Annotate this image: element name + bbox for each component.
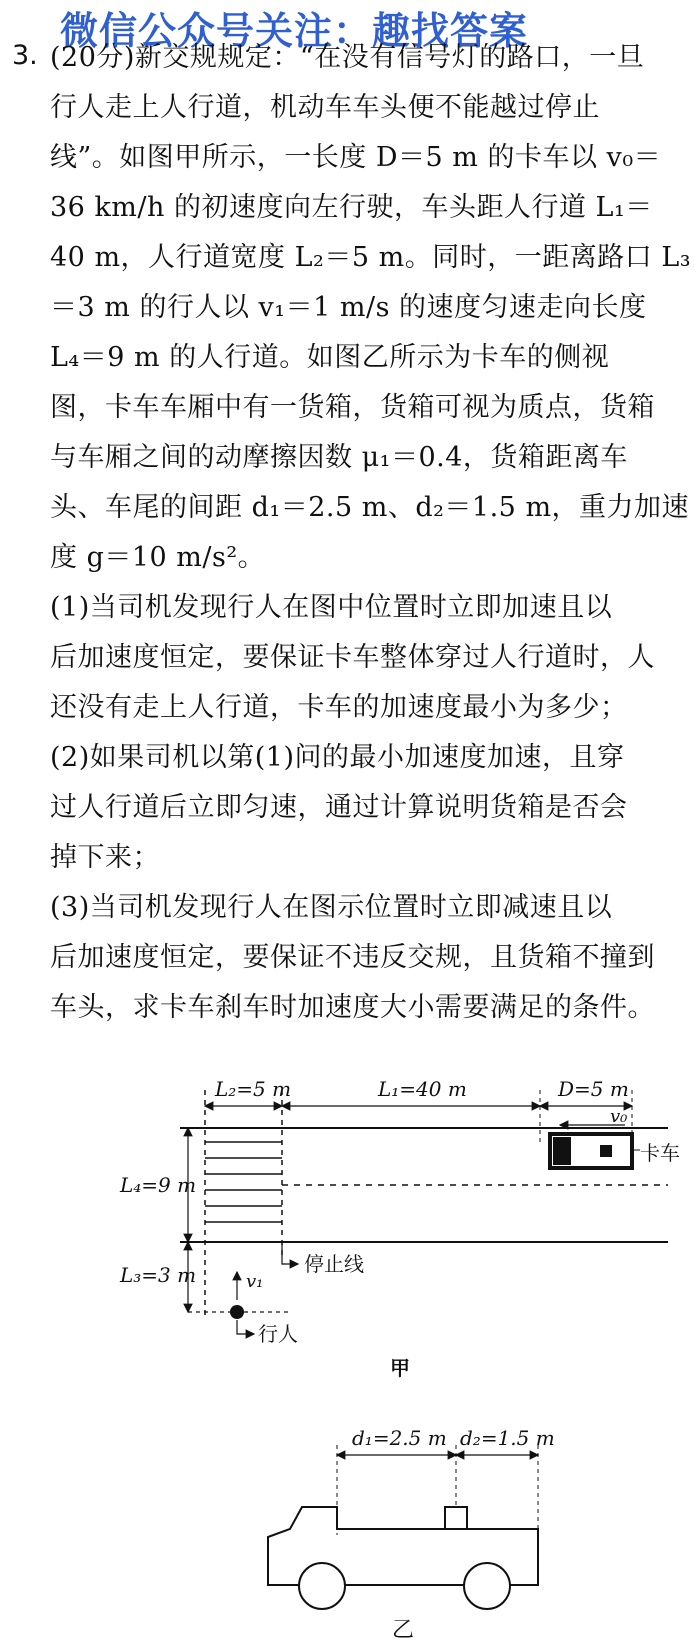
text-line: 行人走上人行道，机动车车头便不能越过停止 [50,92,600,123]
text-line: 40 m，人行道宽度 L₂＝5 m。同时，一距离路口 L₃ [50,242,692,273]
text-line: 过人行道后立即匀速，通过计算说明货箱是否会 [50,792,628,823]
text-line: 度 g＝10 m/s²。 [50,542,266,573]
text-line: 线”。如图甲所示，一长度 D＝5 m 的卡车以 v₀＝ [50,142,662,173]
text-line: 36 km/h 的初速度向左行驶，车头距人行道 L₁＝ [50,192,653,223]
text-line: 车头，求卡车刹车时加速度大小需要满足的条件。 [50,992,655,1023]
text-line: 头、车尾的间距 d₁＝2.5 m、d₂＝1.5 m，重力加速 [50,492,690,523]
pedestrian-dot [230,1305,244,1319]
label-L4: L₄=9 m [120,1173,197,1197]
truck-side-view [268,1507,538,1609]
label-pedestrian: 行人 [258,1322,298,1346]
cargo-box [445,1507,467,1529]
text-line: 与车厢之间的动摩擦因数 μ₁＝0.4，货箱距离车 [50,442,628,473]
text-line: 图，卡车车厢中有一货箱，货箱可视为质点，货箱 [50,392,655,423]
caption-yi: 乙 [392,1618,415,1642]
label-truck: 卡车 [640,1141,680,1165]
text-line: 还没有走上人行道，卡车的加速度最小为多少； [50,692,628,723]
text-line: ＝3 m 的行人以 v₁＝1 m/s 的速度匀速走向长度 [50,292,647,323]
truck [550,1134,632,1168]
text-line: (1)当司机发现行人在图中位置时立即加速且以 [50,592,613,623]
label-d2: d₂=1.5 m [460,1426,555,1450]
label-v1: v₁ [246,1271,264,1292]
text-line: 掉下来； [50,842,160,873]
text-line: L₄＝9 m 的人行道。如图乙所示为卡车的侧视 [50,342,610,373]
label-L2: L₂=5 m [215,1077,292,1101]
question-number: 3. [12,40,38,71]
label-v0: v₀ [610,1106,628,1127]
label-d1: d₁=2.5 m [352,1426,447,1450]
figure-yi [0,1425,700,1642]
caption-jia: 甲 [390,1356,410,1380]
text-line: (3)当司机发现行人在图示位置时立即减速且以 [50,892,613,923]
watermark: 微信公众号关注：趣找答案 [60,9,529,53]
text-line: (2)如果司机以第(1)问的最小加速度加速，且穿 [50,742,625,773]
figure-jia [0,1050,700,1440]
crosswalk [205,1090,282,1320]
label-stop-line: 停止线 [304,1252,364,1276]
text-line: 后加速度恒定，要保证不违反交规，且货箱不撞到 [50,942,655,973]
label-L1: L₁=40 m [378,1077,467,1101]
label-D: D=5 m [558,1077,629,1101]
text-line: 后加速度恒定，要保证卡车整体穿过人行道时，人 [50,642,655,673]
text-line: (20分)新交规规定：“在没有信号灯的路口，一旦 [50,42,645,73]
label-L3: L₃=3 m [120,1263,197,1287]
